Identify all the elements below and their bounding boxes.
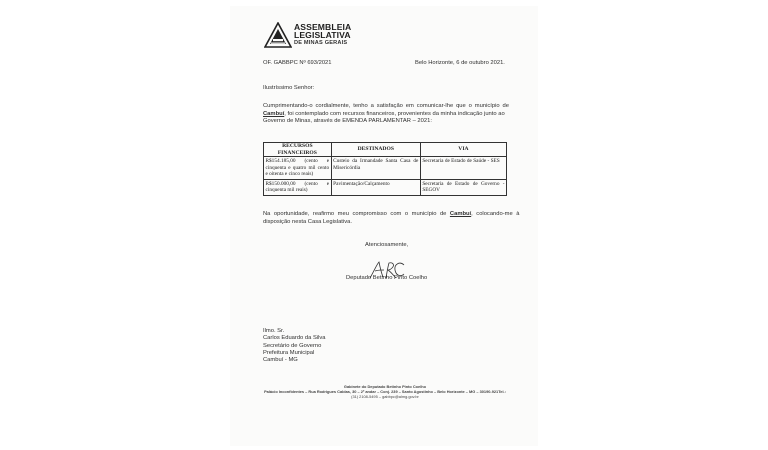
recipient-block	[263, 328, 326, 364]
city-name: Cambuí	[263, 110, 285, 117]
table-row	[264, 179, 507, 195]
paragraph-1	[263, 103, 508, 126]
footer	[250, 384, 520, 399]
paragraph-2-post: , colocando-me à	[471, 211, 520, 217]
salutation: Ilustríssimo Senhor:	[263, 85, 315, 91]
closing: Atenciosamente,	[365, 242, 409, 248]
paragraph-1-line-2-text: , foi contemplado com recursos financeiros, provenientes da minha indicação junto ao	[284, 110, 505, 117]
assembly-logo	[264, 22, 384, 50]
funding-table	[263, 142, 507, 196]
signer-name: Deputado Betinho Pinto Coelho	[346, 275, 428, 281]
table-row	[264, 157, 507, 180]
header-recursos: RECURSOS FINANCEIROS	[264, 143, 332, 157]
assembly-emblem-icon	[264, 22, 292, 48]
paragraph-2-line-1	[263, 211, 520, 219]
header-destinados: DESTINADOS	[331, 143, 420, 157]
table-cell: Secretaria de Estado de Saúde - SES	[420, 157, 506, 180]
place-date: Belo Horizonte, 6 de outubro 2021.	[415, 60, 505, 66]
table-header-row	[264, 143, 507, 157]
office-reference: OF. GABBPC Nº 693/2021	[263, 60, 332, 66]
table-cell: Secretaria de Estado de Governo - SEGOV	[422, 180, 505, 193]
table-cell: R$154.185,00 (cento e cinquenta e quatro mil cento e oitenta e cinco reais)	[265, 158, 330, 177]
logo-line-1: ASSEMBLEIA	[294, 22, 352, 32]
paragraph-1-line-1: Cumprimentando-o cordialmente, tenho a satisfação em comunicar-lhe que o município de	[263, 103, 509, 109]
paragraph-1-line-2	[263, 111, 508, 119]
paragraph-1-line-3: Governo de Minas, através de EMENDA PARLAMENTAR – 2021:	[263, 118, 432, 125]
header-via: VIA	[420, 143, 506, 157]
paragraph-2-pre: Na oportunidade, reafirmo meu compromisso com o município de	[263, 211, 450, 217]
recipient-name: Carlos Eduardo da Silva	[263, 335, 326, 342]
logo-wordmark	[294, 23, 351, 47]
footer-contact: (31) 2108-5495 – gabbpc@almg.gov.br	[351, 394, 419, 399]
table-cell: Pavimentação/Calçamento	[331, 179, 420, 195]
recipient-org: Prefeitura Municipal	[263, 349, 315, 356]
recipient-role: Secretário de Governo	[263, 342, 322, 349]
table-cell: Custeio da Irmandade Santa Casa de Misericórdia	[331, 157, 420, 180]
table-cell: R$150.000,00 (cento e cinquenta mil reais)	[265, 180, 330, 193]
logo-line-2: LEGISLATIVA	[294, 30, 351, 40]
recipient-city: Cambuí - MG	[263, 357, 298, 364]
recipient-title: Ilmo. Sr.	[263, 328, 285, 334]
logo-line-3: DE MINAS GERAIS	[294, 40, 348, 46]
city-name: Cambuí	[449, 211, 472, 217]
footer-office: Gabinete do Deputado Betinho Pinto Coelho	[343, 384, 427, 389]
paragraph-2-line-2: disposição nesta Casa Legislativa.	[263, 218, 352, 225]
footer-address: Palácio Inconfidentes – Rua Rodrigues Caldas, 30 – 2º andar – Conj. 239 – Santo Agostinho – Belo Horizonte – MG – 30190-921Tel.:	[264, 389, 506, 394]
paragraph-2	[263, 211, 520, 226]
